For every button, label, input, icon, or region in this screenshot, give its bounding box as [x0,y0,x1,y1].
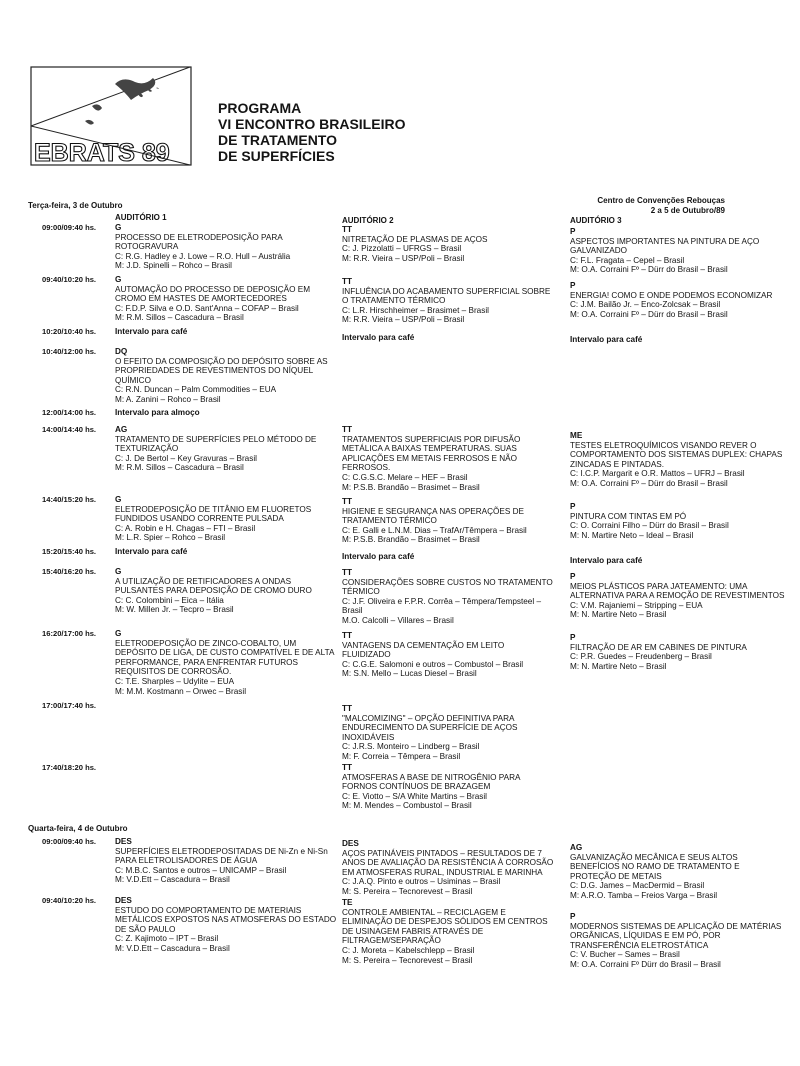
session-code: G [115,495,122,504]
session-chair: C: O. Corraini Filho – Dürr do Brasil – Brasil [570,521,729,531]
logo-text: EBRATS 89 [34,139,170,167]
session-entry [115,837,340,885]
session-entry [570,431,785,489]
session-title: CONTROLE AMBIENTAL – RECICLAGEM E ELIMINAÇÃO DE DESPEJOS SÓLIDOS EM CENTROS DE USINAGEM FABRIS ATRAVÉS DE FILTRAGEM/SEPARAÇÃO [342,907,548,946]
time-slot: 15:40/16:20 hs. [42,567,97,576]
session-title: AÇOS PATINÁVEIS PINTADOS – RESULTADOS DE 7 ANOS DE AVALIAÇÃO DA RESISTÊNCIA À CORROSÃO EM ATMOSFERAS RURAL, INDUSTRIAL E MARINHA [342,848,554,877]
session-title: GALVANIZAÇÃO MECÂNICA E SEUS ALTOS BENEFÍCIOS NO RAMO DE TRATAMENTO E PROTEÇÃO DE METAIS [570,852,740,881]
session-chair: C: A. Robin e H. Chagas – FTI – Brasil [115,523,256,533]
session-moderator: M: V.D.Ett – Cascadura – Brasil [115,875,230,885]
session-code: TT [342,763,353,772]
session-code: AG [115,425,128,434]
time-slot: 09:40/10:20 hs. [42,275,97,284]
time-slot: 09:00/09:40 hs. [42,837,97,846]
time-slot: 09:00/09:40 hs. [42,223,97,232]
venue-name: Centro de Convenções Rebouças [597,196,725,205]
session-moderator: M: R.R. Vieira – USP/Poli – Brasil [342,253,465,263]
time-slot: 14:00/14:40 hs. [42,425,97,434]
session-entry [115,896,340,954]
session-title: TRATAMENTO DE SUPERFÍCIES PELO MÉTODO DE TEXTURIZAÇÃO [115,434,317,454]
session-entry [570,633,785,671]
time-slot: 14:40/15:20 hs. [42,495,97,504]
session-moderator: M: S. Pereira – Tecnorevest – Brasil [342,955,473,965]
session-chair: C: I.C.P. Margarit e O.R. Mattos – UFRJ – Brasil [570,469,745,479]
title-line: PROGRAMA [218,100,302,116]
session-entry [570,572,785,620]
session-chair: C: J.A.Q. Pinto e outros – Usiminas – Brasil [342,877,501,887]
session-chair: C: E. Viotto – S/A White Martins – Brasil [342,791,488,801]
session-moderator: M: R.M. Sillos – Cascadura – Brasil [115,463,244,473]
session-entry [342,631,554,679]
session-entry [342,425,554,492]
session-code: TE [342,898,353,907]
session-title: NITRETAÇÃO DE PLASMAS DE AÇOS [342,234,488,244]
session-title: ELETRODEPOSIÇÃO DE ZINCO-COBALTO, UM DEPÓSITO DE LIGA, DE CUSTO COMPATÍVEL E DE ALTA PERFORMANCE, PARA ENFRENTAR FUTUROS REQUISITOS DE CORROSÃO. [115,638,334,677]
session-entry [115,495,340,543]
session-code: TT [342,225,353,234]
title-line: VI ENCONTRO BRASILEIRO [218,116,406,132]
session-chair: C: M.B.C. Santos e outros – UNICAMP – Brasil [115,865,287,875]
ebrats-logo [30,66,200,168]
title-line: DE SUPERFÍCIES [218,148,335,164]
session-entry [115,629,340,696]
time-slot: 16:20/17:00 hs. [42,629,97,638]
session-moderator: M: M. Mendes – Combustol – Brasil [342,801,472,811]
session-title: ESTUDO DO COMPORTAMENTO DE MATERIAIS METÁLICOS EXPOSTOS NAS ATMOSFERAS DO ESTADO DE SÃO PAULO [115,905,337,934]
session-moderator: M: V.D.Ett – Cascadura – Brasil [115,943,230,953]
session-moderator: M: N. Martire Neto – Ideal – Brasil [570,530,694,540]
session-code: G [115,629,122,638]
break-coffee: Intervalo para café [570,556,643,565]
session-code: P [570,633,576,642]
session-entry [342,704,554,762]
session-entry [570,227,785,275]
session-moderator: M: W. Millen Jr. – Tecpro – Brasil [115,605,234,615]
session-code: P [570,281,576,290]
session-chair: C: L.R. Hirschheimer – Brasimet – Brasil [342,305,489,315]
session-chair: C: F.L. Fragata – Cepel – Brasil [570,255,685,265]
time-slot: 10:20/10:40 hs. [42,327,97,336]
session-entry [115,347,340,405]
session-title: A UTILIZAÇÃO DE RETIFICADORES A ONDAS PULSANTES PARA DEPOSIÇÃO DE CROMO DURO [115,576,312,596]
session-chair: C: D.G. James – MacDermid – Brasil [570,881,705,891]
session-title: ASPECTOS IMPORTANTES NA PINTURA DE AÇO GALVANIZADO [570,236,760,256]
session-entry [570,843,785,901]
session-entry [342,497,554,545]
session-moderator: M: O.A. Corraini Fº – Dürr do Brasil – Brasil [570,265,728,275]
session-title: ENERGIA! COMO E ONDE PODEMOS ECONOMIZAR [570,290,773,300]
session-chair: C: J. De Bertol – Key Gravuras – Brasil [115,453,257,463]
session-chair: C: R.G. Hadley e J. Lowe – R.O. Hull – Austrália [115,251,291,261]
session-code: TT [342,631,353,640]
session-chair: C: P.R. Guedes – Freudenberg – Brasil [570,652,712,662]
session-title: FILTRAÇÃO DE AR EM CABINES DE PINTURA [570,642,747,652]
session-chair: C: J.M. Bailão Jr. – Enco-Zolcsak – Brasil [570,300,721,310]
session-chair: C: J.F. Oliveira e F.P.R. Corrêa – Têmpera/Tempsteel – Brasil [342,596,541,616]
session-chair: C: T.E. Sharples – Udylite – EUA [115,676,235,686]
session-title: SUPERFÍCIES ELETRODEPOSITADAS DE Ni-Zn e Ni-Sn PARA ELETROLISADORES DE ÁGUA [115,846,328,866]
session-title: O EFEITO DA COMPOSIÇÃO DO DEPÓSITO SOBRE AS PROPRIEDADES DE REVESTIMENTOS DO NÍQUEL QUÍMICO [115,356,328,385]
session-code: TT [342,568,353,577]
session-code: TT [342,704,353,713]
session-moderator: M: S.N. Mello – Lucas Diesel – Brasil [342,669,477,679]
time-slot: 12:00/14:00 hs. [42,408,97,417]
session-chair: C: V.M. Rajaniemi – Stripping – EUA [570,600,703,610]
session-code: P [570,912,576,921]
session-code: DQ [115,347,128,356]
session-chair: C: J. Moreta – Kabelschlepp – Brasil [342,945,475,955]
break-coffee: Intervalo para café [115,327,188,336]
session-code: TT [342,497,353,506]
break-lunch: Intervalo para almoço [115,408,200,417]
session-code: DES [115,896,132,905]
time-slot: 15:20/15:40 hs. [42,547,97,556]
session-title: HIGIENE E SEGURANÇA NAS OPERAÇÕES DE TRATAMENTO TÉRMICO [342,506,524,526]
session-code: ME [570,431,583,440]
session-chair: C: E. Galli e L.N.M. Dias – TrafAr/Têmpera – Brasil [342,525,527,535]
session-entry [342,568,554,626]
session-code: P [570,572,576,581]
session-title: AUTOMAÇÃO DO PROCESSO DE DEPOSIÇÃO EM CROMO EM HASTES DE AMORTECEDORES [115,284,311,304]
session-entry [570,912,785,970]
session-moderator: M: A. Zanini – Rohco – Brasil [115,394,221,404]
session-moderator: M: N. Martire Neto – Brasil [570,610,667,620]
session-title: "MALCOMIZING" – OPÇÃO DEFINITIVA PARA ENDURECIMENTO DA SUPERFÍCIE DE AÇOS INOXIDÁVEIS [342,713,518,742]
break-coffee: Intervalo para café [115,547,188,556]
time-slot: 17:00/17:40 hs. [42,701,97,710]
session-title: TRATAMENTOS SUPERFICIAIS POR DIFUSÃO METÁLICA A BAIXAS TEMPERATURAS. SUAS APLICAÇÕES EM METAIS FERROSOS E NÃO FERROSOS. [342,434,521,473]
session-entry [342,277,554,325]
auditorium-1-heading: AUDITÓRIO 1 [115,213,167,222]
session-code: G [115,275,122,284]
session-code: DES [342,839,359,848]
session-title: MODERNOS SISTEMAS DE APLICAÇÃO DE MATÉRIAS ORGÂNICAS, LÍQUIDAS E EM PÓ, POR TRANSFERÊNCIA ELETROSTÁTICA [570,921,782,950]
break-coffee: Intervalo para café [570,335,643,344]
title-line: DE TRATAMENTO [218,132,337,148]
session-entry [570,502,785,540]
session-moderator: M: R.M. Sillos – Cascadura – Brasil [115,313,244,323]
session-moderator: M: M.M. Kostmann – Orwec – Brasil [115,686,247,696]
session-entry [342,225,554,263]
session-title: VANTAGENS DA CEMENTAÇÃO EM LEITO FLUIDIZADO [342,640,505,660]
venue-dates: 2 a 5 de Outubro/89 [650,205,725,215]
time-slot: 10:40/12:00 hs. [42,347,97,356]
session-entry [115,223,340,271]
session-title: CONSIDERAÇÕES SOBRE CUSTOS NO TRATAMENTO TÉRMICO [342,577,553,597]
session-entry [570,281,785,319]
session-moderator: M: S. Pereira – Tecnorevest – Brasil [342,886,473,896]
auditorium-3-heading: AUDITÓRIO 3 [570,216,622,225]
session-chair: C: V. Bucher – Sames – Brasil [570,950,680,960]
session-code: DES [115,837,132,846]
day-heading: Quarta-feira, 4 de Outubro [28,824,128,833]
session-moderator: M.O. Calcolli – Villares – Brasil [342,615,454,625]
day-heading: Terça-feira, 3 de Outubro [28,201,123,210]
session-chair: C: R.N. Duncan – Palm Commodities – EUA [115,385,277,395]
session-code: P [570,227,576,236]
session-chair: C: C.G.S.C. Melare – HEF – Brasil [342,472,468,482]
session-code: AG [570,843,583,852]
break-coffee: Intervalo para café [342,552,415,561]
session-entry [115,567,340,615]
auditorium-2-heading: AUDITÓRIO 2 [342,216,394,225]
session-title: ELETRODEPOSIÇÃO DE TITÂNIO EM FLUORETOS FUNDIDOS USANDO CORRENTE PULSADA [115,504,312,524]
session-chair: C: J. Pizzolatti – UFRGS – Brasil [342,244,462,254]
session-moderator: M: O.A. Corraini Fº Dürr do Brasil – Brasil [570,959,721,969]
session-entry [342,898,554,965]
session-moderator: M: O.A. Corraini Fº – Dürr do Brasil – Brasil [570,478,728,488]
time-slot: 17:40/18:20 hs. [42,763,97,772]
session-entry [115,425,340,473]
session-chair: C: Z. Kajimoto – IPT – Brasil [115,934,219,944]
session-code: TT [342,277,353,286]
session-chair: C: F.D.P. Silva e O.D. Sant'Anna – COFAP – Brasil [115,303,299,313]
session-chair: C: C.G.E. Salomoni e outros – Combustol – Brasil [342,659,524,669]
session-moderator: M: P.S.B. Brandão – Brasimet – Brasil [342,482,480,492]
break-coffee: Intervalo para café [342,333,415,342]
session-moderator: M: R.R. Vieira – USP/Poli – Brasil [342,315,465,325]
session-entry [342,763,554,811]
session-title: TESTES ELETROQUÍMICOS VISANDO REVER O COMPORTAMENTO DOS SISTEMAS DUPLEX: CHAPAS ZINCADAS E PINTADAS. [570,440,783,469]
session-title: MEIOS PLÁSTICOS PARA JATEAMENTO: UMA ALTERNATIVA PARA A REMOÇÃO DE REVESTIMENTOS [570,581,785,601]
session-moderator: M: J.D. Spinelli – Rohco – Brasil [115,261,232,271]
session-chair: C: J.R.S. Monteiro – Lindberg – Brasil [342,742,480,752]
session-moderator: M: P.S.B. Brandão – Brasimet – Brasil [342,535,480,545]
program-title [218,100,405,164]
venue [597,196,725,215]
session-title: ATMOSFERAS A BASE DE NITROGÊNIO PARA FORNOS CONTÍNUOS DE BRAZAGEM [342,772,521,792]
time-slot: 09:40/10:20 hs. [42,896,97,905]
session-moderator: M: N. Martire Neto – Brasil [570,661,667,671]
session-chair: C: C. Colombini – Eica – Itália [115,595,224,605]
session-title: INFLUÊNCIA DO ACABAMENTO SUPERFICIAL SOBRE O TRATAMENTO TÉRMICO [342,286,551,306]
session-code: G [115,567,122,576]
session-entry [115,275,340,323]
session-title: PROCESSO DE ELETRODEPOSIÇÃO PARA ROTOGRAVURA [115,232,283,252]
session-entry [342,839,554,897]
session-moderator: M: A.R.O. Tamba – Freios Varga – Brasil [570,890,718,900]
session-moderator: M: O.A. Corraini Fº – Dürr do Brasil – Brasil [570,309,728,319]
session-code: G [115,223,122,232]
session-code: P [570,502,576,511]
session-code: TT [342,425,353,434]
session-moderator: M: L.R. Spier – Rohco – Brasil [115,533,226,543]
session-moderator: M: F. Correia – Têmpera – Brasil [342,751,461,761]
session-title: PINTURA COM TINTAS EM PÓ [570,511,687,521]
